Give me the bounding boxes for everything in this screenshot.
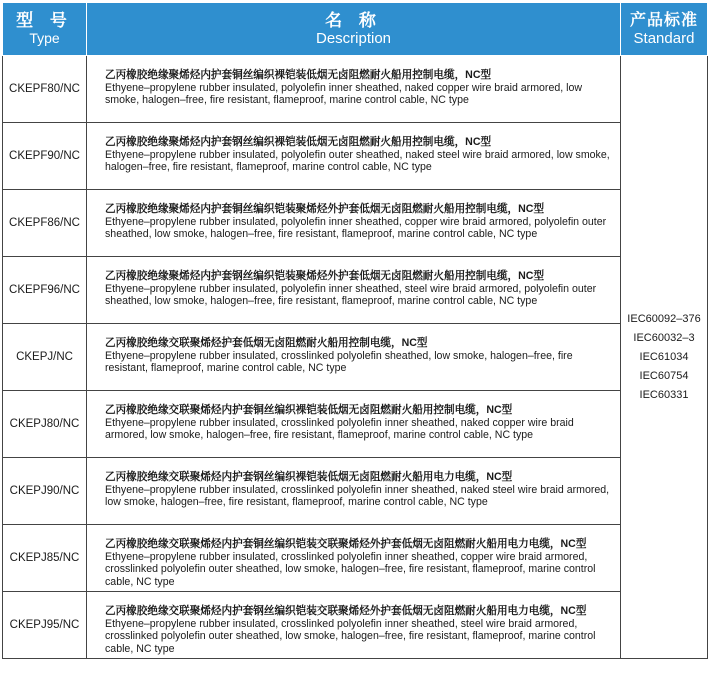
description-cell [87,324,621,391]
type-cell: CKEPJ90/NC [3,458,87,525]
header-type-en: Type [29,30,60,46]
description-cell [87,190,621,257]
description-cn: 乙丙橡胶绝缘交联聚烯烃护套低烟无卤阻燃耐火船用控制电缆，NC型 [105,337,428,349]
description-cell [87,123,621,190]
header-standard-en: Standard [633,30,695,47]
header-standard-cn: 产品标准 [629,12,698,29]
description-cn: 乙丙橡胶绝缘交联聚烯烃内护套铜丝编织铠装交联聚烯烃外护套低烟无卤阻燃耐火船用电力电缆，NC型 [105,538,587,550]
standard-item: IEC60032–3 [633,331,695,344]
standard-item: IEC60754 [639,369,689,382]
type-cell: CKEPJ/NC [3,324,87,391]
description-en: Ethyene–propylene rubber insulated, polyolefin inner sheathed, copper wire braid armored, polyolefin outer sheathed, low smoke, halogen–free, fire resistant, flameproof, marine control cable, NC type [105,215,607,240]
description-en: Ethyene–propylene rubber insulated, crosslinked polyolefin inner sheathed, steel wire braid armored, crosslinked polyolefin outer sheathed, low smoke, halogen–free, fire resistant, flameproof, marine control cable, NC type [105,617,596,655]
type-cell: CKEPJ95/NC [3,592,87,659]
description-en: Ethyene–propylene rubber insulated, polyolefin inner sheathed, naked copper wire braid armored, low smoke, halogen–free, fire resistant, flameproof, marine control cable, NC type [105,81,583,106]
table-row [3,123,708,190]
table-row [3,391,708,458]
description-cn: 乙丙橡胶绝缘聚烯烃内护套铜丝编织铠装聚烯烃外护套低烟无卤阻燃耐火船用控制电缆，NC型 [105,203,545,215]
header-standard [621,3,708,56]
header-description-en: Description [315,30,392,47]
table-row [3,324,708,391]
header-row [3,3,708,56]
header-description-cn: 名 称 [325,11,382,30]
description-cn: 乙丙橡胶绝缘交联聚烯烃内护套铜丝编织裸铠装低烟无卤阻燃耐火船用控制电缆，NC型 [105,404,513,416]
header-type-cn: 型 号 [16,11,73,30]
table-row [3,592,708,659]
description-cell [87,592,621,659]
standard-item: IEC60092–376 [627,312,701,325]
description-en: Ethyene–propylene rubber insulated, crosslinked polyolefin inner sheathed, naked copper wire braid armored, low smoke, halogen–free, fire resistant, flameproof, marine control cable, NC type [105,416,574,441]
description-cn: 乙丙橡胶绝缘聚烯烃内护套铜丝编织裸铠装低烟无卤阻燃耐火船用控制电缆，NC型 [105,69,492,81]
type-cell: CKEPF90/NC [3,123,87,190]
standard-cell [621,56,708,659]
description-en: Ethyene–propylene rubber insulated, crosslinked polyolefin sheathed, low smoke, halogen–free, fire resistant, flameproof, marine control cable, NC type [105,349,573,374]
description-cell [87,458,621,525]
description-cn: 乙丙橡胶绝缘聚烯烃内护套钢丝编织铠装聚烯烃外护套低烟无卤阻燃耐火船用控制电缆，NC型 [105,270,545,282]
header-description [87,3,621,56]
standard-item: IEC60331 [639,388,689,401]
type-cell: CKEPF96/NC [3,257,87,324]
type-cell: CKEPJ80/NC [3,391,87,458]
description-cell [87,525,621,592]
description-cn: 乙丙橡胶绝缘交联聚烯烃内护套钢丝编织裸铠装低烟无卤阻燃耐火船用电力电缆，NC型 [105,471,513,483]
table-row [3,458,708,525]
description-en: Ethyene–propylene rubber insulated, polyolefin inner sheathed, steel wire braid armored, polyolefin outer sheathed, low smoke, halogen–free, fire resistant, flameproof, marine control cable, NC type [105,282,597,307]
description-cn: 乙丙橡胶绝缘聚烯烃内护套钢丝编织裸铠装低烟无卤阻燃耐火船用控制电缆，NC型 [105,136,492,148]
description-cell [87,56,621,123]
table-row [3,190,708,257]
header-type [3,3,87,56]
description-cn: 乙丙橡胶绝缘交联聚烯烃内护套钢丝编织铠装交联聚烯烃外护套低烟无卤阻燃耐火船用电力电缆，NC型 [105,605,587,617]
table-row [3,257,708,324]
table-row [3,56,708,123]
description-en: Ethyene–propylene rubber insulated, crosslinked polyolefin inner sheathed, copper wire braid armored, crosslinked polyolefin outer sheathed, low smoke, halogen–free, fire resistant, flameproof, marine control cable, NC type [105,550,596,588]
table-row [3,525,708,592]
type-cell: CKEPF80/NC [3,56,87,123]
cable-spec-table [2,2,708,659]
description-en: Ethyene–propylene rubber insulated, polyolefin outer sheathed, naked steel wire braid armored, low smoke, halogen–free, fire resistant, flameproof, marine control cable, NC type [105,148,610,173]
type-cell: CKEPF86/NC [3,190,87,257]
standard-item: IEC61034 [639,350,689,363]
description-cell [87,257,621,324]
description-en: Ethyene–propylene rubber insulated, crosslinked polyolefin inner sheathed, naked steel wire braid armored, low smoke, halogen–free, fire resistant, flameproof, marine control cable, NC type [105,483,610,508]
description-cell [87,391,621,458]
cable-spec-table-wrapper [2,2,707,678]
type-cell: CKEPJ85/NC [3,525,87,592]
